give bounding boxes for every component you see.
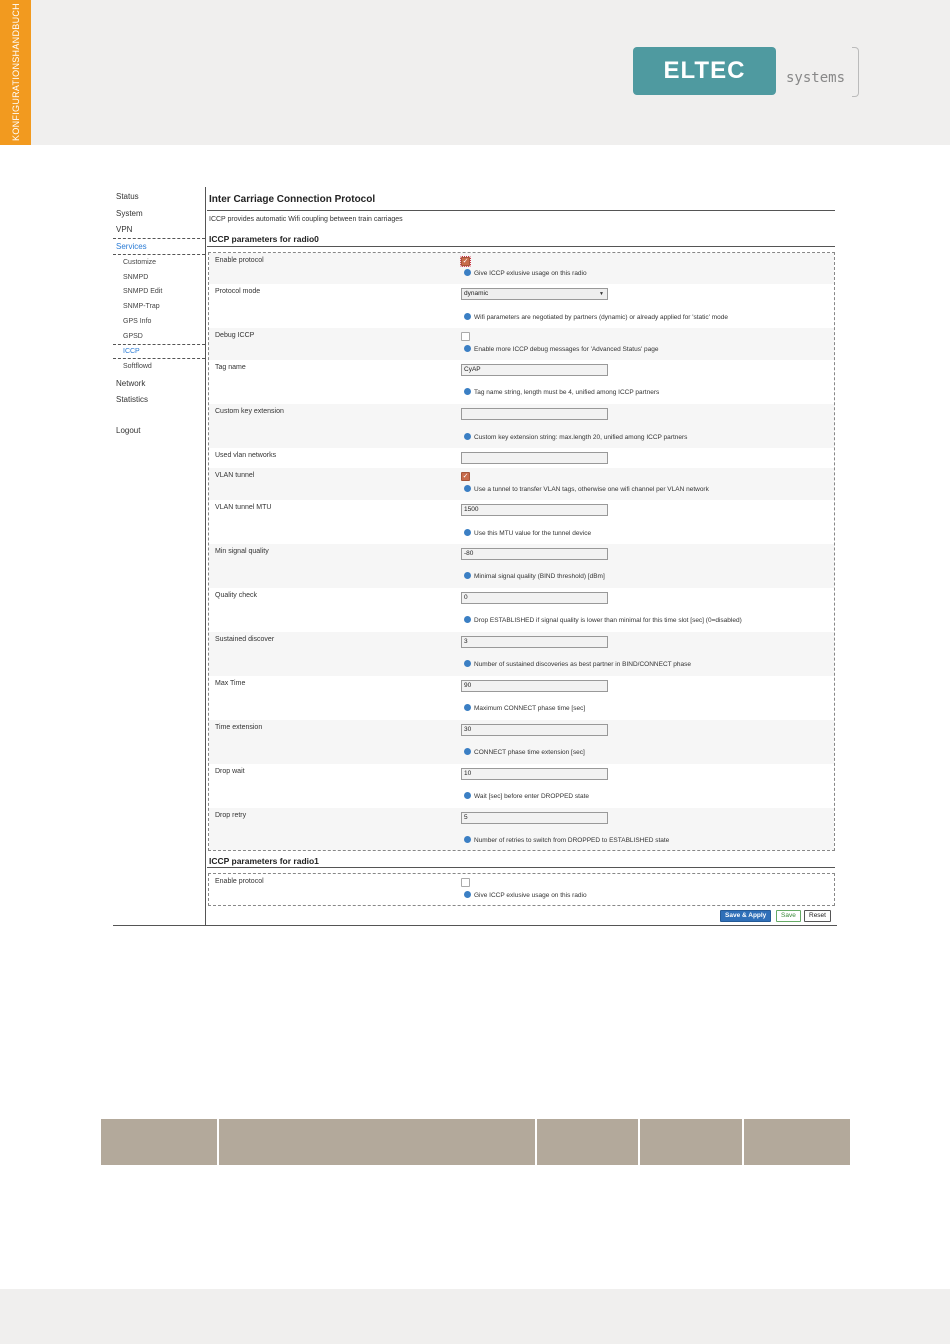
info-icon	[464, 836, 471, 843]
row-max-time	[209, 676, 834, 720]
nav-statistics[interactable]: Statistics	[116, 395, 149, 404]
drop-wait-input[interactable]: 10	[461, 768, 608, 780]
field-help: Wait [sec] before enter DROPPED state	[464, 792, 589, 800]
field-label: VLAN tunnel MTU	[215, 504, 272, 511]
info-icon	[464, 485, 471, 492]
document-footer-table	[101, 1119, 850, 1165]
section-title-radio1: ICCP parameters for radio1	[209, 856, 319, 866]
nav-vpn[interactable]: VPN	[116, 225, 133, 234]
info-icon	[464, 748, 471, 755]
field-label: Protocol mode	[215, 288, 261, 295]
field-help: Tag name string, length must be 4, unified among ICCP partners	[464, 388, 659, 396]
info-icon	[464, 616, 471, 623]
info-icon	[464, 388, 471, 395]
nav-network[interactable]: Network	[116, 379, 146, 388]
radio1-fieldset	[208, 873, 835, 906]
nav-separator	[113, 358, 205, 359]
field-label: Quality check	[215, 592, 258, 599]
nav-sub-snmpd[interactable]: SNMPD	[123, 274, 149, 281]
row-custom-key	[209, 404, 834, 448]
info-icon	[464, 433, 471, 440]
field-label: Debug ICCP	[215, 332, 255, 339]
custom-key-input[interactable]	[461, 408, 608, 420]
footer-cell	[640, 1119, 744, 1165]
info-icon	[464, 269, 471, 276]
field-label: Tag name	[215, 364, 246, 371]
row-sustained-discover	[209, 632, 834, 676]
section-divider	[207, 867, 835, 868]
nav-sub-softflowd[interactable]: Softflowd	[123, 363, 152, 370]
row-vlan-mtu	[209, 500, 834, 544]
field-label: Used vlan networks	[215, 452, 277, 459]
row-vlan-networks	[209, 448, 834, 468]
field-help: Custom key extension string: max.length 20, unified among ICCP partners	[464, 433, 687, 441]
nav-separator	[113, 344, 205, 345]
nav-sub-gpsd[interactable]: GPSD	[123, 333, 143, 340]
reset-button[interactable]: Reset	[804, 910, 831, 922]
field-label: Max Time	[215, 680, 246, 687]
luci-window	[113, 187, 837, 926]
info-icon	[464, 891, 471, 898]
form-actions	[720, 910, 835, 922]
row-drop-retry	[209, 808, 834, 850]
nav-sub-snmpd-edit[interactable]: SNMPD Edit	[123, 288, 163, 295]
field-label: Custom key extension	[215, 408, 284, 415]
field-label: Min signal quality	[215, 548, 269, 555]
vlan-networks-input[interactable]	[461, 452, 608, 464]
sidebar	[113, 187, 206, 925]
row-tag-name	[209, 360, 834, 404]
field-help: Number of sustained discoveries as best partner in BIND/CONNECT phase	[464, 660, 691, 668]
time-extension-input[interactable]: 30	[461, 724, 608, 736]
field-help: CONNECT phase time extension [sec]	[464, 748, 585, 756]
row-protocol-mode	[209, 284, 834, 328]
nav-status[interactable]: Status	[116, 192, 139, 201]
field-help: Use a tunnel to transfer VLAN tags, otherwise one wifi channel per VLAN network	[464, 485, 709, 493]
info-icon	[464, 529, 471, 536]
field-help: Minimal signal quality (BIND threshold) [dBm]	[464, 572, 605, 580]
field-help: Give ICCP exlusive usage on this radio	[464, 891, 587, 899]
eltec-logo: ELTEC	[633, 47, 776, 95]
footer-cell	[744, 1119, 850, 1165]
nav-system[interactable]: System	[116, 209, 143, 218]
main-content	[207, 187, 837, 925]
page-title: Inter Carriage Connection Protocol	[209, 194, 376, 205]
field-label: Enable protocol	[215, 878, 264, 885]
row-debug-iccp	[209, 328, 834, 360]
section-divider	[207, 246, 835, 247]
info-icon	[464, 313, 471, 320]
vlan-mtu-input[interactable]: 1500	[461, 504, 608, 516]
save-apply-button[interactable]: Save & Apply	[720, 910, 771, 922]
field-label: Sustained discover	[215, 636, 275, 643]
tag-name-input[interactable]: CyAP	[461, 364, 608, 376]
footer-cell	[219, 1119, 537, 1165]
field-label: Enable protocol	[215, 257, 264, 264]
title-divider	[207, 210, 835, 211]
page-description: ICCP provides automatic Wifi coupling between train carriages	[209, 216, 403, 223]
side-tab-label: KONFIGURATIONSHANDBUCH	[11, 3, 21, 141]
sustained-discover-input[interactable]: 3	[461, 636, 608, 648]
dropdown-caret-icon: ▼	[599, 291, 604, 297]
field-help: Number of retries to switch from DROPPED to ESTABLISHED state	[464, 836, 669, 844]
row-vlan-tunnel	[209, 468, 834, 500]
nav-logout[interactable]: Logout	[116, 426, 141, 435]
row-min-signal	[209, 544, 834, 588]
nav-sub-customize[interactable]: Customize	[123, 259, 157, 266]
drop-retry-input[interactable]: 5	[461, 812, 608, 824]
max-time-input[interactable]: 90	[461, 680, 608, 692]
nav-separator	[113, 254, 205, 255]
quality-check-input[interactable]: 0	[461, 592, 608, 604]
nav-services[interactable]: Services	[116, 242, 147, 251]
save-button[interactable]: Save	[776, 910, 801, 922]
nav-sub-iccp[interactable]: ICCP	[123, 348, 140, 355]
nav-separator	[113, 238, 205, 239]
field-help: Enable more ICCP debug messages for 'Advanced Status' page	[464, 345, 658, 353]
field-help: Wifi parameters are negotiated by partners (dynamic) or already applied for 'static' mode	[464, 313, 728, 321]
info-icon	[464, 792, 471, 799]
field-label: VLAN tunnel	[215, 472, 255, 479]
row-enable-protocol-radio1	[209, 874, 834, 905]
logo-subtitle: systems	[786, 70, 846, 86]
row-enable-protocol	[209, 253, 834, 284]
field-help: Use this MTU value for the tunnel device	[464, 529, 591, 537]
info-icon	[464, 704, 471, 711]
row-drop-wait	[209, 764, 834, 808]
footer-cell	[101, 1119, 219, 1165]
field-help: Drop ESTABLISHED if signal quality is lower than minimal for this time slot [sec] (0=disabled)	[464, 616, 742, 624]
row-quality-check	[209, 588, 834, 632]
document-bottom-band	[0, 1289, 950, 1344]
vlan-tunnel-checkbox[interactable]: ✓	[462, 473, 469, 480]
enable-protocol-checkbox[interactable]: ✓	[462, 258, 469, 265]
field-label: Drop retry	[215, 812, 247, 819]
info-icon	[464, 572, 471, 579]
enable-protocol-radio1-checkbox[interactable]	[461, 878, 470, 887]
footer-cell	[537, 1119, 640, 1165]
info-icon	[464, 345, 471, 352]
field-help: Maximum CONNECT phase time [sec]	[464, 704, 585, 712]
nav-sub-snmp-trap[interactable]: SNMP-Trap	[123, 303, 160, 310]
row-time-extension	[209, 720, 834, 764]
field-label: Drop wait	[215, 768, 245, 775]
field-help: Give ICCP exlusive usage on this radio	[464, 269, 587, 277]
field-label: Time extension	[215, 724, 263, 731]
radio0-fieldset	[208, 252, 835, 851]
debug-iccp-checkbox[interactable]	[461, 332, 470, 341]
info-icon	[464, 660, 471, 667]
logo-bracket	[852, 47, 859, 97]
document-side-tab	[0, 0, 31, 145]
protocol-mode-select[interactable]: dynamic ▼	[461, 288, 608, 300]
min-signal-input[interactable]: -80	[461, 548, 608, 560]
section-title-radio0: ICCP parameters for radio0	[209, 234, 319, 244]
nav-sub-gps-info[interactable]: GPS Info	[123, 318, 152, 325]
